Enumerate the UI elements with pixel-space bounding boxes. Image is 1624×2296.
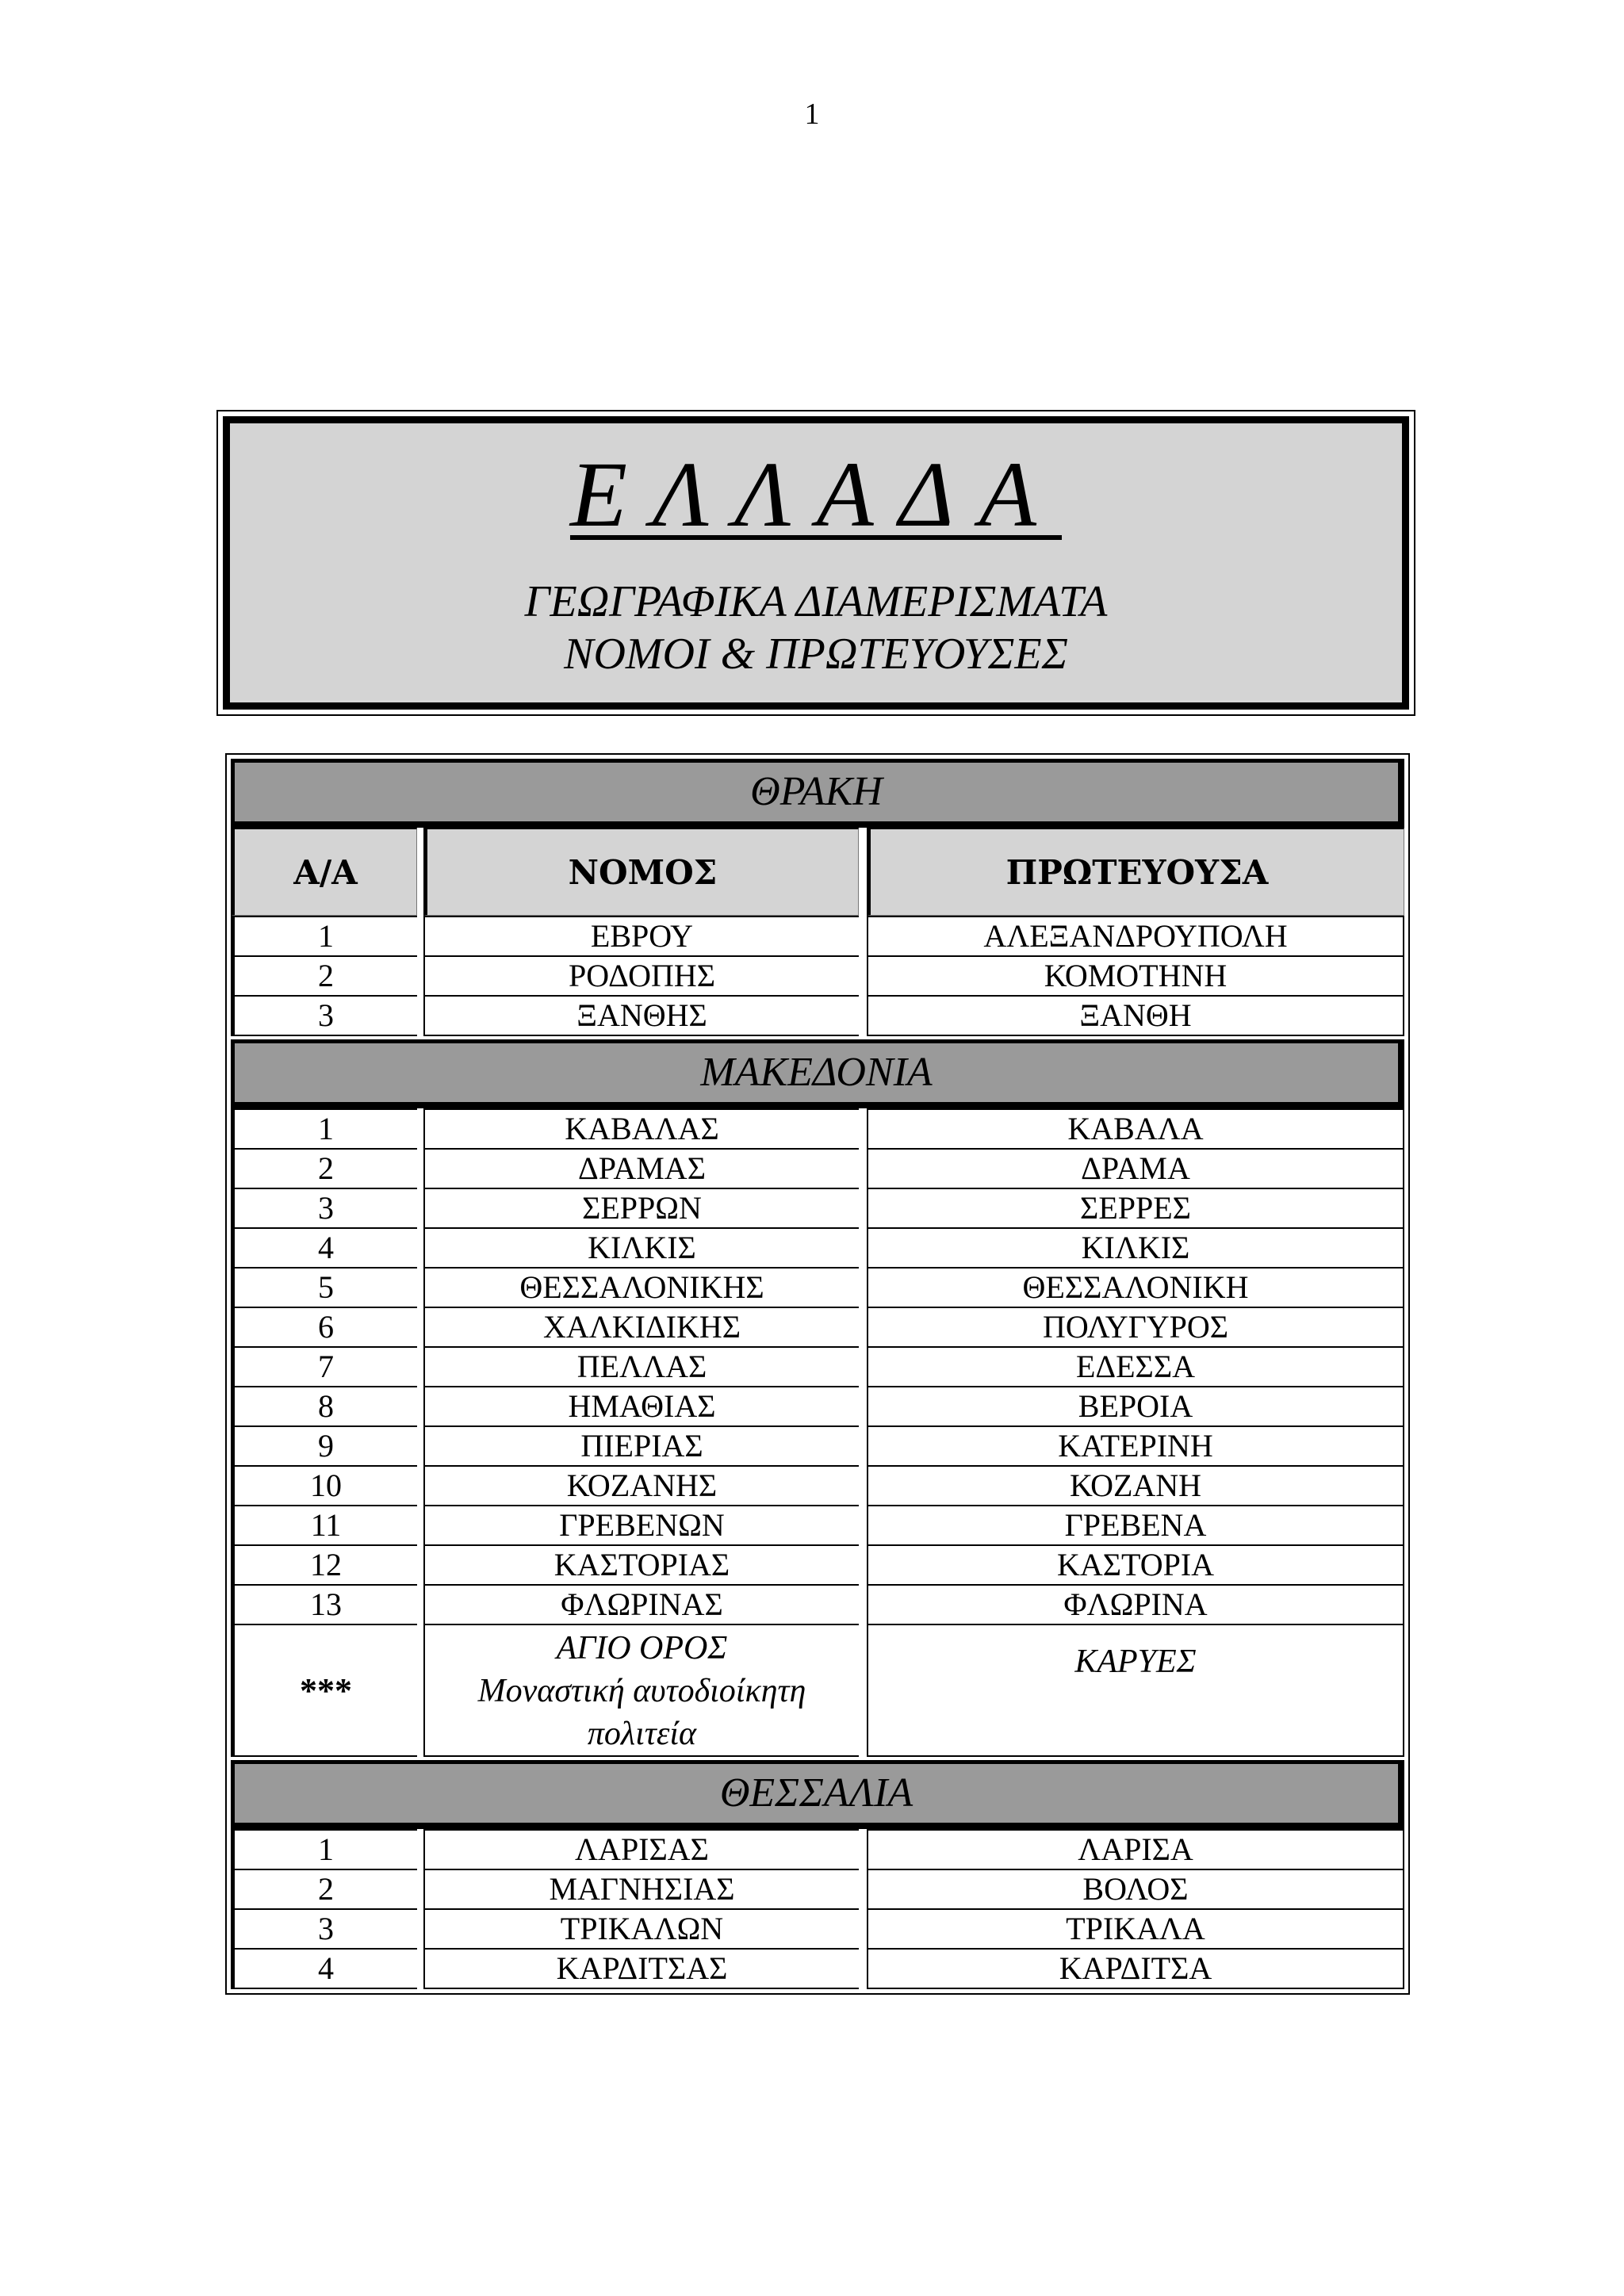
capital-name: ΘΕΣΣΑΛΟΝΙΚΗ (867, 1267, 1404, 1307)
capital-name: ΠΟΛΥΓΥΡΟΣ (867, 1307, 1404, 1346)
prefecture-name-line: ΑΓΙΟ ΟΡΟΣ (556, 1630, 728, 1667)
column-gap (417, 1544, 423, 1584)
column-gap (417, 1829, 423, 1869)
column-gap (417, 1227, 423, 1267)
capital-name: ΔΡΑΜΑ (867, 1148, 1404, 1188)
table-row (231, 1386, 1404, 1425)
row-number: 4 (231, 1948, 417, 1989)
column-gap (859, 1267, 867, 1307)
row-number: 8 (231, 1386, 417, 1425)
column-gap (417, 955, 423, 995)
prefecture-name: ΠΕΛΛΑΣ (423, 1346, 859, 1386)
prefecture-name: ΠΙΕΡΙΑΣ (423, 1425, 859, 1465)
page-number: 1 (804, 98, 820, 131)
column-header-row (231, 828, 1404, 916)
table-row (231, 995, 1404, 1036)
capital-name: ΛΑΡΙΣΑ (867, 1829, 1404, 1869)
table-row (231, 1584, 1404, 1624)
column-gap (859, 1465, 867, 1505)
table-row (231, 1346, 1404, 1386)
table-row (231, 916, 1404, 955)
prefecture-name: ΞΑΝΘΗΣ (423, 995, 859, 1036)
region-name: ΘΕΣΣΑΛΙΑ (231, 1760, 1404, 1829)
column-gap (417, 1346, 423, 1386)
table-row (231, 1465, 1404, 1505)
column-gap (417, 1908, 423, 1948)
table-row (231, 1227, 1404, 1267)
prefecture-name: ΘΕΣΣΑΛΟΝΙΚΗΣ (423, 1267, 859, 1307)
column-gap (859, 1386, 867, 1425)
column-gap (417, 828, 423, 916)
table-row (231, 1505, 1404, 1544)
prefecture-name: ΤΡΙΚΑΛΩΝ (423, 1908, 859, 1948)
prefecture-name: ΚΟΖΑΝΗΣ (423, 1465, 859, 1505)
prefecture-name: ΛΑΡΙΣΑΣ (423, 1829, 859, 1869)
prefecture-name: ΔΡΑΜΑΣ (423, 1148, 859, 1188)
capital-name: ΒΟΛΟΣ (867, 1869, 1404, 1908)
column-header-aa: Α/Α (231, 828, 417, 916)
table-row (231, 1108, 1404, 1148)
row-number: 11 (231, 1505, 417, 1544)
column-gap (859, 1624, 867, 1757)
prefecture-name: ΚΑΒΑΛΑΣ (423, 1108, 859, 1148)
row-number: 2 (231, 955, 417, 995)
column-gap (417, 1465, 423, 1505)
row-number: 1 (231, 1829, 417, 1869)
title-panel (223, 416, 1409, 710)
row-number: 7 (231, 1346, 417, 1386)
document-subtitle-line-2: ΝΟΜΟΙ & ΠΡΩΤΕΥΟΥΣΕΣ (564, 629, 1068, 679)
capital-name: ΚΑΡΥΕΣ (867, 1624, 1404, 1757)
region-row (231, 1039, 1404, 1108)
table-row (231, 1869, 1404, 1908)
prefecture-name: ΦΛΩΡΙΝΑΣ (423, 1584, 859, 1624)
column-header-nomos: ΝΟΜΟΣ (423, 828, 859, 916)
row-number: 1 (231, 916, 417, 955)
column-gap (417, 995, 423, 1036)
capital-name: ΚΑΡΔΙΤΣΑ (867, 1948, 1404, 1989)
region-row (231, 1760, 1404, 1829)
column-gap (417, 1624, 423, 1757)
column-gap (859, 1307, 867, 1346)
column-gap (859, 1829, 867, 1869)
column-gap (417, 1267, 423, 1307)
capital-name: ΚΑΣΤΟΡΙΑ (867, 1544, 1404, 1584)
row-number: 5 (231, 1267, 417, 1307)
prefecture-name: ΚΙΛΚΙΣ (423, 1227, 859, 1267)
prefecture-name: ΚΑΡΔΙΤΣΑΣ (423, 1948, 859, 1989)
region-name: ΘΡΑΚΗ (231, 759, 1404, 828)
column-gap (859, 1188, 867, 1227)
prefecture-name: ΜΑΓΝΗΣΙΑΣ (423, 1869, 859, 1908)
region-row (231, 759, 1404, 828)
column-gap (417, 1188, 423, 1227)
column-gap (417, 1869, 423, 1908)
row-number: 6 (231, 1307, 417, 1346)
column-gap (859, 1227, 867, 1267)
table-row (231, 1307, 1404, 1346)
prefecture-name (423, 1624, 859, 1757)
row-number: 10 (231, 1465, 417, 1505)
column-gap (859, 1108, 867, 1148)
capital-name: ΣΕΡΡΕΣ (867, 1188, 1404, 1227)
column-gap (417, 1148, 423, 1188)
table-row-special (231, 1624, 1404, 1757)
prefecture-name: ΣΕΡΡΩΝ (423, 1188, 859, 1227)
table-row (231, 1829, 1404, 1869)
capital-name: ΒΕΡΟΙΑ (867, 1386, 1404, 1425)
capital-name: ΓΡΕΒΕΝΑ (867, 1505, 1404, 1544)
column-gap (417, 1584, 423, 1624)
row-number: *** (231, 1624, 417, 1757)
document-subtitle-line-1: ΓΕΩΓΡΑΦΙΚΑ ΔΙΑΜΕΡΙΣΜΑΤΑ (524, 577, 1108, 626)
column-gap (417, 1425, 423, 1465)
capital-name: ΦΛΩΡΙΝΑ (867, 1584, 1404, 1624)
column-gap (417, 1948, 423, 1989)
column-gap (417, 1307, 423, 1346)
prefectures-table (231, 759, 1404, 1989)
column-gap (417, 1108, 423, 1148)
capital-name: ΤΡΙΚΑΛΑ (867, 1908, 1404, 1948)
column-gap (417, 1505, 423, 1544)
table-row (231, 1425, 1404, 1465)
row-number: 12 (231, 1544, 417, 1584)
table-row (231, 1908, 1404, 1948)
prefecture-name: ΕΒΡΟΥ (423, 916, 859, 955)
column-gap (859, 1584, 867, 1624)
capital-name: ΞΑΝΘΗ (867, 995, 1404, 1036)
row-number: 3 (231, 995, 417, 1036)
column-gap (859, 1908, 867, 1948)
table-row (231, 1948, 1404, 1989)
row-number: 2 (231, 1869, 417, 1908)
capital-name: ΚΙΛΚΙΣ (867, 1227, 1404, 1267)
column-gap (859, 1869, 867, 1908)
table-row (231, 955, 1404, 995)
prefecture-name: ΚΑΣΤΟΡΙΑΣ (423, 1544, 859, 1584)
capital-name: ΑΛΕΞΑΝΔΡΟΥΠΟΛΗ (867, 916, 1404, 955)
capital-name: ΚΟΜΟΤΗΝΗ (867, 955, 1404, 995)
prefecture-name: ΓΡΕΒΕΝΩΝ (423, 1505, 859, 1544)
column-gap (859, 1148, 867, 1188)
column-gap (859, 1948, 867, 1989)
column-header-prot: ΠΡΩΤΕΥΟΥΣΑ (867, 828, 1404, 916)
row-number: 1 (231, 1108, 417, 1148)
column-gap (859, 828, 867, 916)
prefecture-name: ΡΟΔΟΠΗΣ (423, 955, 859, 995)
prefecture-name: ΗΜΑΘΙΑΣ (423, 1386, 859, 1425)
column-gap (859, 916, 867, 955)
column-gap (417, 916, 423, 955)
row-number: 4 (231, 1227, 417, 1267)
table-row (231, 1544, 1404, 1584)
column-gap (859, 995, 867, 1036)
capital-name: ΚΟΖΑΝΗ (867, 1465, 1404, 1505)
row-number: 2 (231, 1148, 417, 1188)
row-number: 13 (231, 1584, 417, 1624)
prefectures-table-frame (225, 753, 1410, 1995)
region-name: ΜΑΚΕΔΟΝΙΑ (231, 1039, 1404, 1108)
row-number: 9 (231, 1425, 417, 1465)
capital-name: ΕΔΕΣΣΑ (867, 1346, 1404, 1386)
capital-name: ΚΑΤΕΡΙΝΗ (867, 1425, 1404, 1465)
prefecture-name: ΧΑΛΚΙΔΙΚΗΣ (423, 1307, 859, 1346)
column-gap (859, 1346, 867, 1386)
document-title: ΕΛΛΑΔΑ (569, 442, 1063, 546)
row-number: 3 (231, 1188, 417, 1227)
table-row (231, 1267, 1404, 1307)
column-gap (859, 1544, 867, 1584)
column-gap (859, 955, 867, 995)
column-gap (859, 1425, 867, 1465)
column-gap (859, 1505, 867, 1544)
title-box (216, 410, 1415, 716)
prefecture-name-line: πολιτεία (587, 1716, 697, 1752)
capital-name: ΚΑΒΑΛΑ (867, 1108, 1404, 1148)
table-row (231, 1148, 1404, 1188)
prefecture-name-line: Μοναστική αυτοδιοίκητη (477, 1673, 806, 1709)
column-gap (417, 1386, 423, 1425)
row-number: 3 (231, 1908, 417, 1948)
table-row (231, 1188, 1404, 1227)
